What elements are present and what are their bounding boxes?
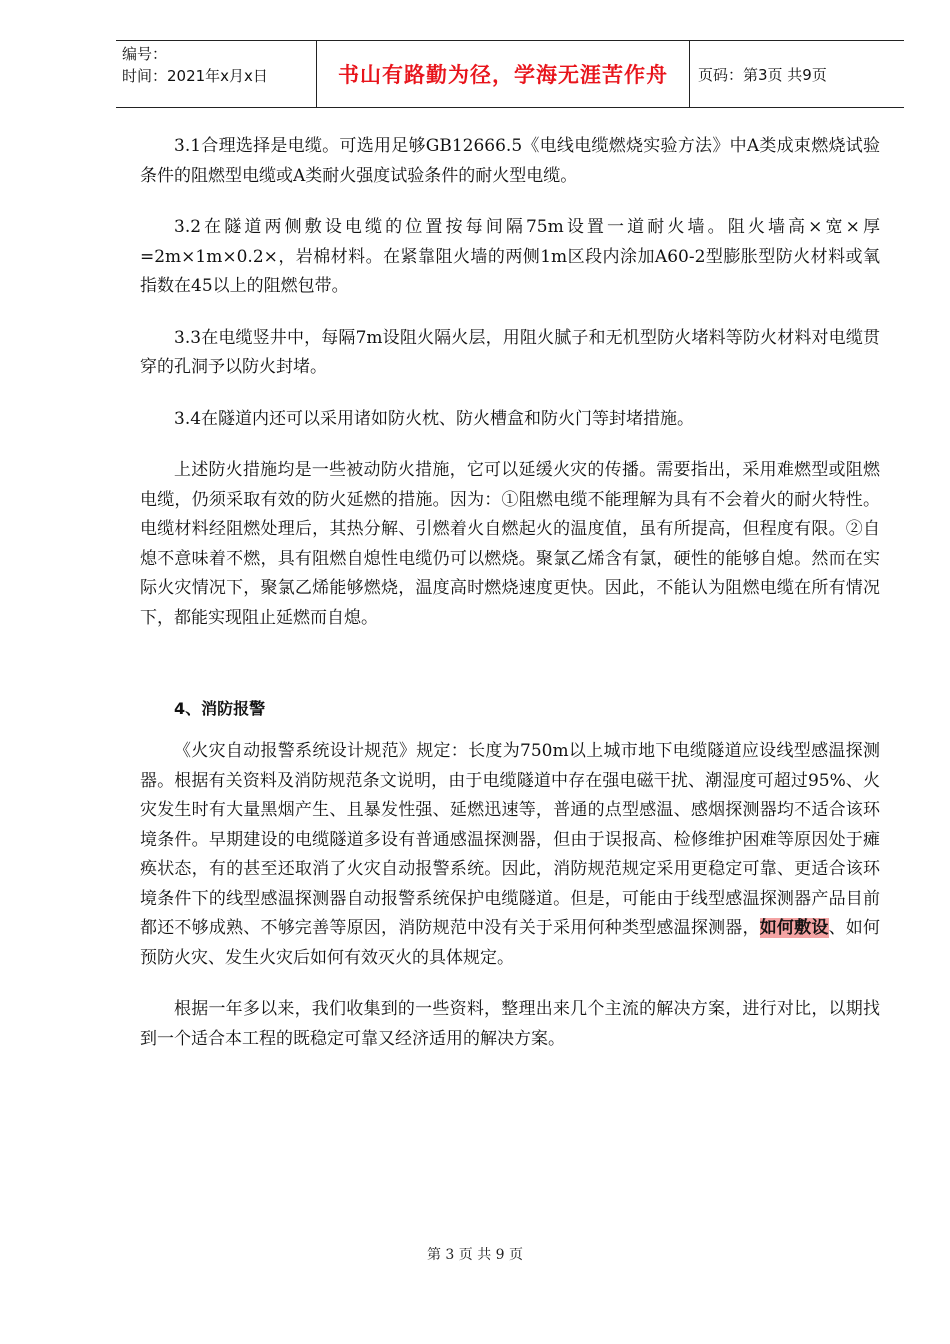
paragraph-4-1 xyxy=(140,737,880,973)
paragraph-4-1-text-b: 、如何预防火灾、发生火灾后如何有效灭火的具体规定。 xyxy=(140,918,881,968)
paragraph-3-1: 3.1合理选择是电缆。可选用足够GB12666.5《电线电缆燃烧实验方法》中A类成束燃烧试验条件的阻燃型电缆或A类耐火强度试验条件的耐火型电缆。 xyxy=(140,136,880,186)
paragraph-3-4: 3.4在隧道内还可以采用诸如防火枕、防火槽盒和防火门等封堵措施。 xyxy=(174,408,695,429)
header-number: 编号： xyxy=(122,45,168,63)
highlighted-phrase: 如何敷设 xyxy=(759,918,829,938)
paragraph-3-3: 3.3在电缆竖井中，每隔7m设阻火隔火层，用阻火腻子和无机型防火堵料等防火材料对电缆贯穿的孔洞予以防火封堵。 xyxy=(140,327,880,377)
paragraph-3-2: 3.2在隧道两侧敷设电缆的位置按每间隔75m设置一道耐火墙。阻火墙高×宽×厚=2m×1m×0.2×，岩棉材料。在紧靠阻火墙的两侧1m区段内涂加A60-2型膨胀型防火材料或氧指数在45以上的阻燃包带。 xyxy=(140,217,880,296)
page-footer: 第 3 页 共 9 页 xyxy=(426,1247,524,1263)
header-meta xyxy=(116,41,316,107)
page-header xyxy=(116,40,904,108)
header-motto: 书山有路勤为径，学海无涯苦作舟 xyxy=(316,41,690,107)
header-page-info: 页码：第3页 共9页 xyxy=(698,65,827,84)
header-time: 时间：2021年x月x日 xyxy=(122,67,268,85)
paragraph-4-1-text-a: 《火灾自动报警系统设计规范》规定：长度为750m以上城市地下电缆隧道应设线型感温探测器。根据有关资料及消防规范条文说明，由于电缆隧道中存在强电磁干扰、潮湿度可超过95%、火灾发生时有大量黑烟产生、且暴发性强、延燃迅速等，普通的点型感温、感烟探测器均不适合该环境条件。早期建设的电缆隧道多设有普通感温探测器，但由于误报高、检修维护困难等原因处于瘫痪状态，有的甚至还取消了火灾自动报警系统。因此，消防规范规定采用更稳定可靠、更适合该环境条件下的线型感温探测器自动报警系统保护电缆隧道。但是，可能由于线型感温探测器产品目前都还不够成熟、不够完善等原因，消防规范中没有关于采用何种类型感温探测器， xyxy=(140,741,880,938)
paragraph-summary: 上述防火措施均是一些被动防火措施，它可以延缓火灾的传播。需要指出，采用难燃型或阻燃电缆，仍须采取有效的防火延燃的措施。因为：①阻燃电缆不能理解为具有不会着火的耐火特性。电缆材料经阻燃处理后，其热分解、引燃着火自燃起火的温度值，虽有所提高，但程度有限。②自熄不意味着不燃，具有阻燃自熄性电缆仍可以燃烧。聚氯乙烯含有氯，硬性的能够自熄。然而在实际火灾情况下，聚氯乙烯能够燃烧，温度高时燃烧速度更快。因此，不能认为阻燃电缆在所有情况下，都能实现阻止延燃而自熄。 xyxy=(140,460,880,628)
paragraph-4-2: 根据一年多以来，我们收集到的一些资料，整理出来几个主流的解决方案，进行对比，以期找到一个适合本工程的既稳定可靠又经济适用的解决方案。 xyxy=(140,999,880,1049)
section-4-heading: 4、消防报警 xyxy=(174,699,266,718)
document-body xyxy=(140,132,880,1054)
